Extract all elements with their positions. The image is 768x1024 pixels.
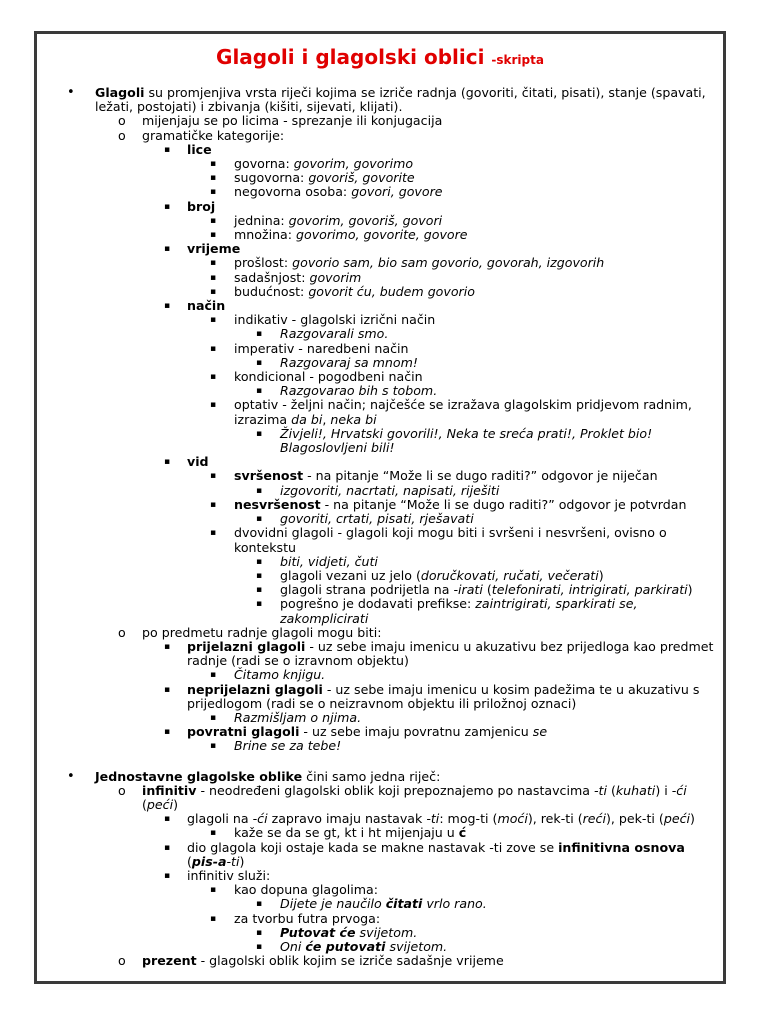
bullet: ▪ xyxy=(210,712,217,723)
text-run xyxy=(187,455,717,469)
text-run: Živjeli!, Hrvatski govorili!, Neka te sreća prati!, Proklet bio! Blagoslovljeni bili! xyxy=(280,425,653,456)
bullet: ▪ xyxy=(164,814,171,825)
text-run xyxy=(187,683,717,711)
text-run xyxy=(280,427,717,455)
list-item xyxy=(37,157,723,171)
text-run: moći xyxy=(497,811,528,827)
text-run xyxy=(234,398,717,426)
text-run: Dijete je naučilo xyxy=(280,896,386,912)
list-item xyxy=(37,784,723,812)
text-run: po predmetu radnje glagoli mogu biti: xyxy=(142,624,382,640)
document-body xyxy=(37,86,723,981)
bullet: ▪ xyxy=(210,670,217,681)
list-item xyxy=(37,256,723,270)
text-run: će putovati xyxy=(305,938,386,954)
text-run: zaintrigirati, sparkirati se, zakomplicirati xyxy=(280,596,638,626)
text-run: ), pek-ti ( xyxy=(605,811,664,827)
bullet: ▪ xyxy=(210,315,217,326)
text-run xyxy=(234,469,717,483)
text-run xyxy=(280,925,356,940)
text-run: govorna: xyxy=(234,156,294,172)
text-run: Razmišljam o njima. xyxy=(234,709,362,725)
text-run xyxy=(280,940,717,954)
text-run: Putovat će xyxy=(280,924,356,940)
text-run: - na pitanje “Može li se dugo raditi?” odgovor je potvrdan xyxy=(320,496,687,512)
list-item xyxy=(37,285,723,299)
text-run xyxy=(234,498,717,512)
bullet: ▪ xyxy=(210,258,217,269)
bullet: ▪ xyxy=(210,913,217,924)
bullet: ▪ xyxy=(210,885,217,896)
list-item xyxy=(37,869,723,883)
bullet: ▪ xyxy=(164,457,171,468)
text-run: Čitamo knjigu. xyxy=(234,667,326,683)
text-run: ) xyxy=(598,567,604,583)
text-run: govorim xyxy=(309,269,362,285)
text-run xyxy=(192,854,227,869)
bullet: ▪ xyxy=(164,842,171,853)
text-run xyxy=(234,256,717,270)
list-item xyxy=(37,512,723,526)
list-item xyxy=(37,398,723,426)
text-run: biti, vidjeti, čuti xyxy=(280,553,378,569)
list-item xyxy=(37,926,723,940)
list-item xyxy=(37,940,723,954)
text-run: dio glagola koji ostaje kada se makne nastavak -ti zove se xyxy=(187,839,559,855)
text-run: ) xyxy=(239,853,245,869)
list-item xyxy=(37,86,723,114)
list-item xyxy=(37,583,723,597)
text-run xyxy=(280,569,717,583)
text-run: vrlo rano. xyxy=(422,896,487,912)
text-run: govorit ću, budem govorio xyxy=(308,283,475,299)
bullet: ▪ xyxy=(210,187,217,198)
text-run: čini samo jedna riječ: xyxy=(302,768,441,784)
text-run: Razgovarao bih s tobom. xyxy=(280,383,438,399)
text-run: peći xyxy=(663,811,690,827)
bullet: • xyxy=(67,85,75,100)
bullet: ▪ xyxy=(210,159,217,170)
bullet: o xyxy=(118,624,126,640)
text-run: ) xyxy=(687,582,693,598)
bullet: ▪ xyxy=(256,386,263,397)
text-run xyxy=(305,939,385,954)
list-item xyxy=(37,555,723,569)
list-item xyxy=(37,455,723,469)
text-run xyxy=(280,484,717,498)
document-title xyxy=(37,44,723,70)
text-run xyxy=(280,897,717,911)
text-run: kondicional - pogodbeni način xyxy=(234,369,423,385)
bullet: ▪ xyxy=(256,941,263,952)
text-run: -irati xyxy=(453,582,483,598)
text-run: ) xyxy=(173,796,179,812)
text-run xyxy=(95,86,717,114)
text-run: -ti xyxy=(226,853,240,869)
document-page xyxy=(34,31,726,984)
bullet: o xyxy=(118,127,126,143)
text-run: govorim, govorimo xyxy=(293,156,414,172)
bullet: ▪ xyxy=(256,570,263,581)
text-run: Jednostavne glagolske oblike xyxy=(95,768,303,784)
bullet: ▪ xyxy=(210,471,217,482)
list-item xyxy=(37,143,723,157)
list-item xyxy=(37,271,723,285)
text-run: imperativ - naredbeni način xyxy=(234,340,409,356)
text-run: govorimo, govorite, govore xyxy=(296,227,468,243)
text-run: da bi xyxy=(291,411,323,427)
text-run xyxy=(280,384,717,398)
text-run xyxy=(234,171,717,185)
list-item xyxy=(37,897,723,911)
bullet: ▪ xyxy=(210,230,217,241)
bullet: ▪ xyxy=(210,215,217,226)
text-run xyxy=(234,739,717,753)
bullet: ▪ xyxy=(164,641,171,652)
text-run: infinitiv služi: xyxy=(187,867,271,883)
text-run: govorio sam, bio sam govorio, govorah, izgovorih xyxy=(292,255,605,271)
bullet: ▪ xyxy=(256,485,263,496)
bullet: ▪ xyxy=(164,244,171,255)
text-run xyxy=(280,926,717,940)
text-run xyxy=(234,668,717,682)
bullet: ▪ xyxy=(210,272,217,283)
bullet: ▪ xyxy=(210,173,217,184)
text-run: izgovoriti, nacrtati, napisati, riješiti xyxy=(280,482,500,498)
bullet: ▪ xyxy=(210,400,217,411)
text-run: reći xyxy=(582,811,606,827)
text-run: -ći xyxy=(671,782,687,798)
text-run: pis-a xyxy=(191,853,227,869)
text-run: govorim, govoriš, govori xyxy=(288,212,443,228)
text-run xyxy=(234,271,717,285)
list-item xyxy=(37,883,723,897)
text-run: ) xyxy=(690,811,695,827)
list-item xyxy=(37,683,723,711)
text-run: čitati xyxy=(385,896,423,912)
text-run xyxy=(280,327,717,341)
list-item xyxy=(37,841,723,869)
text-run: prijelazni glagoli xyxy=(187,638,306,654)
list-item xyxy=(37,626,723,640)
text-run: gramatičke kategorije: xyxy=(142,127,285,143)
list-item xyxy=(37,498,723,512)
bullet: ▪ xyxy=(210,286,217,297)
text-run xyxy=(234,228,717,242)
title-subtitle: -skripta xyxy=(491,53,544,67)
text-run: doručkovati, ručati, večerati xyxy=(420,567,599,583)
bullet: ▪ xyxy=(256,428,263,439)
text-run: način xyxy=(187,298,226,314)
text-run: glagoli strana podrijetla na xyxy=(280,582,454,598)
text-run: budućnost: xyxy=(234,283,309,299)
text-run: kuhati xyxy=(615,782,656,798)
text-run: prošlost: xyxy=(234,255,293,271)
text-run xyxy=(187,242,717,256)
text-run: -ti xyxy=(593,782,607,798)
list-item xyxy=(37,739,723,753)
text-run: broj xyxy=(187,198,216,214)
bullet: ▪ xyxy=(164,201,171,212)
text-run xyxy=(234,185,717,199)
text-run: glagoli vezani uz jelo ( xyxy=(280,567,421,583)
text-run: infinitiv xyxy=(142,782,197,798)
text-run: ( xyxy=(187,853,192,869)
bullet: ▪ xyxy=(210,499,217,510)
text-run: ), rek-ti ( xyxy=(527,811,583,827)
text-run: indikativ - glagolski izrični način xyxy=(234,312,436,328)
text-run xyxy=(280,597,717,625)
text-run: dvovidni glagoli - glagoli koji mogu biti i svršeni i nesvršeni, ovisno o kontekstu xyxy=(234,525,667,555)
text-run: prezent xyxy=(142,953,197,969)
text-run: kao dopuna glagolima: xyxy=(234,882,379,898)
text-run: govoriti, crtati, pisati, rješavati xyxy=(280,511,474,527)
list-item xyxy=(37,384,723,398)
list-item xyxy=(37,469,723,483)
text-run: Razgovarali smo. xyxy=(280,326,389,342)
text-run xyxy=(142,954,717,968)
list-item xyxy=(37,427,723,455)
text-run: vid xyxy=(187,454,209,470)
text-run: za tvorbu futra prvoga: xyxy=(234,910,381,926)
bullet: ▪ xyxy=(164,144,171,155)
text-run: sadašnjost: xyxy=(234,269,310,285)
text-run: : mog-ti ( xyxy=(439,811,498,827)
list-item xyxy=(37,313,723,327)
text-run: Razgovaraj sa mnom! xyxy=(280,354,418,370)
spacer xyxy=(37,754,723,770)
bullet: ▪ xyxy=(210,828,217,839)
list-item xyxy=(37,526,723,554)
text-run xyxy=(187,841,717,869)
text-run: -ći xyxy=(252,811,268,827)
bullet: • xyxy=(67,768,75,784)
text-run: infinitivna osnova xyxy=(558,839,685,855)
list-item xyxy=(37,299,723,313)
list-item xyxy=(37,171,723,185)
bullet: ▪ xyxy=(164,870,171,881)
text-run: - na pitanje “Može li se dugo raditi?” odgovor je niječan xyxy=(303,468,658,484)
text-run: mijenjaju se po licima - sprezanje ili konjugacija xyxy=(142,113,443,129)
text-run: pogrešno je dodavati prefikse: xyxy=(280,596,476,612)
text-run: glagoli na xyxy=(187,811,253,827)
bullet: o xyxy=(118,113,126,129)
text-run: - uz sebe imaju imenicu u kosim padežima te u akuzativu s prijedlogom (radi se o neizravnom objektu ili priložnoj oznaci) xyxy=(187,681,700,711)
text-run: - uz sebe imaju povratnu zamjenicu xyxy=(299,724,533,740)
text-run xyxy=(187,640,717,668)
list-item xyxy=(37,114,723,128)
text-run: - neodređeni glagolski oblik koji prepoznajemo po nastavcima xyxy=(196,782,594,798)
text-run: optativ - željni način; najčešće se izražava glagolskim pridjevom radnim, izrazima xyxy=(234,397,692,427)
list-item xyxy=(37,129,723,143)
list-item xyxy=(37,725,723,739)
text-run xyxy=(187,143,717,157)
list-item xyxy=(37,640,723,668)
text-run: povratni glagoli xyxy=(187,724,300,740)
text-run: svršenost xyxy=(234,468,304,484)
text-run xyxy=(234,285,717,299)
list-item xyxy=(37,342,723,356)
text-run xyxy=(234,157,717,171)
bullet: ▪ xyxy=(210,528,217,539)
bullet: ▪ xyxy=(256,556,263,567)
text-run: lice xyxy=(187,141,212,157)
text-run: ( xyxy=(142,796,147,812)
text-run: se xyxy=(532,724,548,740)
list-item xyxy=(37,770,723,784)
list-item xyxy=(37,912,723,926)
text-run xyxy=(234,711,717,725)
list-item xyxy=(37,597,723,625)
list-item xyxy=(37,826,723,840)
title-main: Glagoli i glagolski oblici xyxy=(216,45,485,69)
bullet: o xyxy=(118,782,126,798)
list-item xyxy=(37,214,723,228)
text-run xyxy=(187,725,717,739)
text-run: svijetom. xyxy=(385,938,448,954)
list-item xyxy=(37,569,723,583)
list-item xyxy=(37,812,723,826)
bullet: o xyxy=(118,953,126,969)
list-item xyxy=(37,484,723,498)
text-run xyxy=(187,299,717,313)
list-item xyxy=(37,668,723,682)
text-run xyxy=(280,512,717,526)
text-run: neprijelazni glagoli xyxy=(187,681,323,697)
list-item xyxy=(37,185,723,199)
text-run xyxy=(280,583,717,597)
list-item xyxy=(37,370,723,384)
text-run: vrijeme xyxy=(187,241,241,257)
text-run: kaže se da se gt, kt i ht mijenjaju u xyxy=(234,825,459,841)
text-run xyxy=(280,555,717,569)
bullet: ▪ xyxy=(164,684,171,695)
text-run xyxy=(187,200,717,214)
text-run: -ti xyxy=(426,811,440,827)
bullet: ▪ xyxy=(210,741,217,752)
list-item xyxy=(37,356,723,370)
text-run: negovorna osoba: xyxy=(234,184,352,200)
text-run: ć xyxy=(458,825,467,841)
text-run xyxy=(95,770,717,784)
text-run: govoriš, govorite xyxy=(308,170,415,186)
list-item xyxy=(37,954,723,968)
bullet: ▪ xyxy=(256,927,263,938)
list-item xyxy=(37,228,723,242)
text-run: ( xyxy=(482,582,492,598)
text-run: nesvršenost xyxy=(234,496,321,512)
text-run: neka bi xyxy=(330,411,377,427)
bullet: ▪ xyxy=(210,343,217,354)
text-run: zapravo imaju nastavak xyxy=(267,811,427,827)
text-run xyxy=(386,896,423,911)
text-run: - uz sebe imaju imenicu u akuzativu bez prijedloga kao predmet radnje (radi se o izravnom objektu) xyxy=(187,638,714,669)
bullet: ▪ xyxy=(256,585,263,596)
text-run: ) i xyxy=(655,782,672,798)
text-run: - glagolski oblik kojim se izriče sadašnje vrijeme xyxy=(196,953,504,969)
bullet: ▪ xyxy=(256,599,263,610)
text-run xyxy=(187,812,717,826)
text-run: svijetom. xyxy=(355,924,418,940)
list-item xyxy=(37,327,723,341)
text-run xyxy=(142,784,717,812)
text-run: peći xyxy=(146,796,174,812)
bullet: ▪ xyxy=(164,301,171,312)
text-run: jednina: xyxy=(234,212,289,228)
bullet: ▪ xyxy=(256,357,263,368)
text-run xyxy=(234,214,717,228)
bullet: ▪ xyxy=(210,372,217,383)
text-run: množina: xyxy=(234,227,297,243)
text-run: Glagoli xyxy=(95,85,145,100)
bullet: ▪ xyxy=(256,329,263,340)
text-run xyxy=(234,826,717,840)
text-run: Brine se za tebe! xyxy=(234,738,342,754)
list-item xyxy=(37,200,723,214)
text-run: sugovorna: xyxy=(234,170,309,186)
bullet: ▪ xyxy=(256,514,263,525)
bullet: ▪ xyxy=(164,727,171,738)
text-run xyxy=(280,356,717,370)
text-run: telefonirati, intrigirati, parkirati xyxy=(491,582,688,598)
text-run: Oni xyxy=(280,938,306,954)
text-run: su promjenjiva vrsta riječi kojima se izriče radnja (govoriti, čitati, pisati), stanje (spavati, ležati, postojati) i zbivanja (kišiti, sijevati, klijati). xyxy=(95,85,706,115)
list-item xyxy=(37,242,723,256)
list-item xyxy=(37,711,723,725)
text-run: , xyxy=(322,411,331,427)
bullet: ▪ xyxy=(256,899,263,910)
text-run: govori, govore xyxy=(351,184,443,200)
text-run: ( xyxy=(606,782,616,798)
